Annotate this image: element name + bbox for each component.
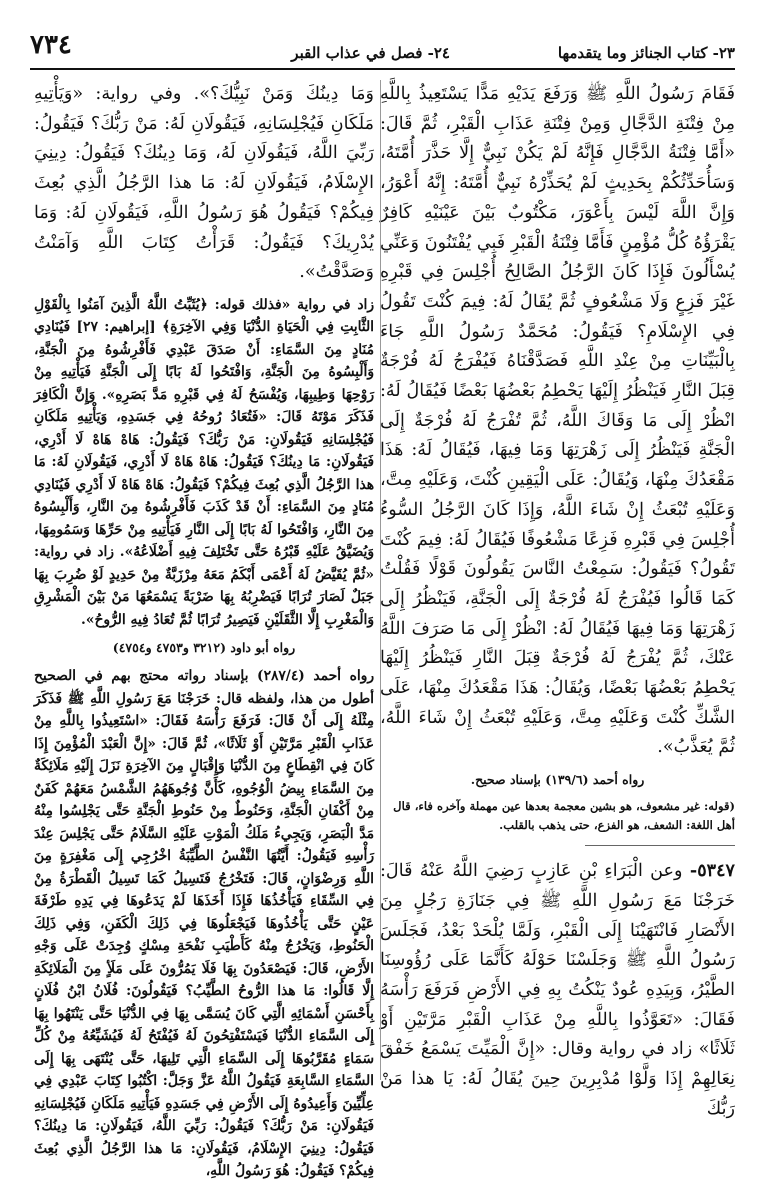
section-divider [585, 845, 735, 846]
book-title: ٢٣- كتاب الجنائز وما يتقدمها [557, 44, 735, 62]
left-column [34, 80, 375, 1180]
narration-long: رواه أحمد (٢٨٧/٤) بإسناد رواته محتج بهم في الصحيح أطول من هذا، ولفظه قال: خَرَجْنَا مَعَ رَسُولِ اللَّهِ ﷺ فَذَكَرَ مِثْلَهُ إِلَى أَنْ قَالَ: فَرَفَعَ رَأْسَهُ فَقَالَ: «اسْتَعِيذُوا بِاللَّهِ مِنْ عَذَابِ الْقَبْرِ مَرَّتَيْنِ أَوْ ثَلَاثًا»، ثُمَّ قَالَ: «إِنَّ الْعَبْدَ الْمُؤْمِنَ إِذَا كَانَ فِي انْقِطَاعٍ مِنَ الدُّنْيَا وَإِقْبَالٍ مِنَ الآخِرَةِ نَزَلَ إِلَيْهِ مَلَائِكَةٌ مِنَ السَّمَاءِ بِيضُ الْوُجُوهِ، كَأَنَّ وُجُوهَهُمُ الشَّمْسُ مَعَهُمْ كَفَنٌ مِنْ أَكْفَانِ الْجَنَّةِ، وَحَنُوطٌ مِنْ حَنُوطِ الْجَنَّةِ حَتَّى يَجْلِسُوا مِنْهُ مَدَّ الْبَصَرِ، وَيَجِيءُ مَلَكُ الْمَوْتِ عَلَيْهِ السَّلَامُ حَتَّى يَجْلِسَ عِنْدَ رَأْسِهِ فَيَقُولُ: أَيَّتُهَا النَّفْسُ الطَّيِّبَةُ اخْرُجِي إِلَى مَغْفِرَةٍ مِنَ اللَّهِ وَرِضْوَانٍ، قَالَ: فَتَخْرُجُ فَتَسِيلُ كَمَا تَسِيلُ الْقَطْرَةُ مِنْ فِي السِّقَاءِ فَيَأْخُذُهَا فَإِذَا أَخَذَهَا لَمْ يَدَعُوهَا فِي يَدِهِ طَرْفَةَ عَيْنٍ حَتَّى يَأْخُذُوهَا فَيَجْعَلُوهَا فِي ذَلِكَ الْكَفَنِ، وَفِي ذَلِكَ الْحَنُوطِ، وَيَخْرُجُ مِنْهُ كَأَطْيَبِ نَفْحَةِ مِسْكٍ وُجِدَتْ عَلَى وَجْهِ الأَرْضِ، قَالَ: فَيَصْعَدُونَ بِهَا فَلَا يَمُرُّونَ عَلَى مَلَأٍ مِنَ الْمَلَائِكَةِ إِلَّا قَالُوا: مَا هذا الرُّوحُ الطَّيِّبُ؟ فَيَقُولُونَ: فُلَانُ ابْنُ فُلَانٍ بِأَحْسَنِ أَسْمَائِهِ الَّتِي كَانَ يُسَمَّى بِهَا فِي الدُّنْيَا حَتَّى يَنْتَهُوا بِهَا إِلَى السَّمَاءِ الدُّنْيَا فَيَسْتَفْتِحُونَ لَهُ فَيُفْتَحُ لَهُ فَيُشَيِّعُهُ مِنْ كُلِّ سَمَاءٍ مُقَرَّبُوهَا إِلَى السَّمَاءِ الَّتِي تَلِيهَا، حَتَّى يُنْتَهَى بِهَا إِلَى السَّمَاءِ السَّابِعَةِ فَيَقُولُ اللَّهُ عَزَّ وَجَلَّ: اكْتُبُوا كِتَابَ عَبْدِي فِي عِلِّيِّينَ وَأَعِيدُوهُ إِلَى الأَرْضِ فِي جَسَدِهِ فَيَأْتِيهِ مَلَكَانِ فَيُجْلِسَانِهِ فَيَقُولَانِ: مَنْ رَبُّكَ؟ فَيَقُولُ: رَبِّيَ اللَّهُ، فَيَقُولَانِ: مَا دِينُكَ؟ فَيَقُولُ: دِينِيَ الإِسْلَامُ، فَيَقُولَانِ: مَا هذا الرَّجُلُ الَّذِي بُعِثَ فِيكُمْ؟ فَيَقُولُ: هُوَ رَسُولُ اللَّهِ، [34, 668, 374, 1180]
right-column [380, 80, 736, 1119]
hadith-body: وعن الْبَرَاءِ بْنِ عَازِبٍ رَضِيَ اللَّهُ عَنْهُ قَالَ: خَرَجْنَا مَعَ رَسُولِ اللَّهِ ﷺ فِي جَنَازَةِ رَجُلٍ مِنَ الأَنْصَارِ فَانْتَهَيْنَا إِلَى الْقَبْرِ، وَلَمَّا يُلْحَدْ بَعْدُ، فَجَلَسَ رَسُولُ اللَّهِ ﷺ وَجَلَسْنَا حَوْلَهُ كَأَنَّمَا عَلَى رُؤُوسِنَا الطَّيْرُ، وَبِيَدِهِ عُودٌ يَنْكُتُ بِهِ فِي الأَرْضِ فَرَفَعَ رَأْسَهُ فَقَالَ: «تَعَوَّذُوا بِاللَّهِ مِنْ عَذَابِ الْقَبْرِ مَرَّتَيْنِ أَوْ ثَلَاثًا» زاد في رواية وقال: «إِنَّ الْمَيِّتَ يَسْمَعُ خَفْقَ نِعَالِهِمْ إِذَا وَلَّوْا مُدْبِرِينَ حِينَ يُقَالُ لَهُ: يَا هذا مَنْ رَبُّكَ [380, 861, 735, 1119]
narration-source: رواه أبو داود (٣٢١٢ و٤٧٥٣ و٤٧٥٤) [112, 640, 296, 656]
hadith-source: رواه أحمد (١٣٩/٦) بإسناد صحيح. [470, 772, 645, 788]
hadith-number: ٥٣٤٧- [689, 860, 736, 882]
page-header [30, 26, 735, 74]
chapter-title: ٢٤- فصل في عذاب القبر [291, 44, 450, 62]
footnote: (قوله: غير مشعوف، هو بشين معجمة بعدها عين مهملة وآخره فاء، قال أهل اللغة: الشعف، هو الفزع، حتى يذهب بالقلب. [393, 799, 735, 833]
narration-notes: زاد في رواية «فذلك قوله: ﴿يُثَبِّتُ اللَّهُ الَّذِينَ آمَنُوا بِالْقَوْلِ الثَّابِتِ فِي الْحَيَاةِ الدُّنْيَا وَفِي الآخِرَةِ﴾ [إبراهيم: ٢٧] فَيُنَادِي مُنَادٍ مِنَ السَّمَاءِ: أَنْ صَدَقَ عَبْدِي فَأَفْرِشُوهُ مِنَ الْجَنَّةِ، وَأَلْبِسُوهُ مِنَ الْجَنَّةِ، وَافْتَحُوا لَهُ بَابًا إِلَى الْجَنَّةِ فَيَأْتِيهِ مِنْ رَوْحِهَا وَطِيبِهَا، وَيُفْسَحُ لَهُ فِي قَبْرِهِ مَدَّ بَصَرِهِ». وَإِنَّ الْكَافِرَ فَذَكَرَ مَوْتَهُ قَالَ: «فَتُعَادُ رُوحُهُ فِي جَسَدِهِ، وَيَأْتِيهِ مَلَكَانِ فَيُجْلِسَانِهِ فَيَقُولَانِ: مَنْ رَبُّكَ؟ فَيَقُولُ: هَاهْ هَاهْ لَا أَدْرِي، فَيَقُولَانِ: مَا دِينُكَ؟ فَيَقُولُ: هَاهْ هَاهْ لَا أَدْرِي، فَيَقُولَانِ لَهُ: مَا هذا الرَّجُلُ الَّذِي بُعِثَ فِيكُمْ؟ فَيَقُولُ: هَاهْ هَاهْ لَا أَدْرِي فَيُنَادِي مُنَادٍ مِنَ السَّمَاءِ: أَنْ قَدْ كَذَبَ فَأَفْرِشُوهُ مِنَ النَّارِ، وَأَلْبِسُوهُ مِنَ النَّارِ، وَافْتَحُوا لَهُ بَابًا إِلَى النَّارِ فَيَأْتِيهِ مِنْ حَرِّهَا وَسَمُومِهَا، وَيُضَيَّقُ عَلَيْهِ قَبْرُهُ حَتَّى تَخْتَلِفَ فِيهِ أَضْلَاعُهُ». زاد في رواية: «ثُمَّ يُقَيَّضُ لَهُ أَعْمَى أَبْكَمُ مَعَهُ مِرْزَبَّةٌ مِنْ حَدِيدٍ لَوْ ضُرِبَ بِهَا جَبَلٌ لَصَارَ تُرَابًا فَيَضْرِبُهُ بِهَا ضَرْبَةً يَسْمَعُهَا مَنْ بَيْنَ الْمَشْرِقِ وَالْمَغْرِبِ إِلَّا الثَّقَلَيْنِ فَيَصِيرُ تُرَابًا ثُمَّ تُعَادُ فِيهِ الرُّوحُ». [34, 296, 375, 628]
hadith-entry [380, 856, 735, 1124]
hadith-text: فَقَامَ رَسُولُ اللَّهِ ﷺ وَرَفَعَ يَدَيْهِ مَدًّا يَسْتَعِيذُ بِاللَّهِ مِنْ فِتْنَةِ الدَّجَّالِ وَمِنْ فِتْنَةِ عَذَابِ الْقَبْرِ، ثُمَّ قَالَ: «أَمَّا فِتْنَةُ الدَّجَّالِ فَإِنَّهُ لَمْ يَكُنْ نَبِيٌّ إِلَّا حَذَّرَ أُمَّتَهُ، وَسَأُحَدِّثُكُمْ بِحَدِيثٍ لَمْ يُحَذِّرْهُ نَبِيٌّ أُمَّتَهُ: إِنَّهُ أَعْوَرُ، وَإِنَّ اللَّهَ لَيْسَ بِأَعْوَرَ، مَكْتُوبٌ بَيْنَ عَيْنَيْهِ كَافِرٌ يَقْرَؤُهُ كُلُّ مُؤْمِنٍ فَأَمَّا فِتْنَةُ الْقَبْرِ فَبِي يُفْتَنُونَ وَعَنِّي يُسْأَلُونَ فَإِذَا كَانَ الرَّجُلُ الصَّالِحُ أُجْلِسَ فِي قَبْرِهِ غَيْرَ فَزِعٍ وَلَا مَشْعُوفٍ ثُمَّ يُقَالُ لَهُ: فِيمَ كُنْتَ تَقُولُ فِي الإِسْلَامِ؟ فَيَقُولُ: مُحَمَّدٌ رَسُولُ اللَّهِ جَاءَ بِالْبَيِّنَاتِ مِنْ عِنْدِ اللَّهِ فَصَدَّقْنَاهُ فَيُفْرَجُ لَهُ فُرْجَةٌ قِبَلَ النَّارِ فَيَنْظُرُ إِلَيْهَا يَحْطِمُ بَعْضُهَا بَعْضًا فَيُقَالُ لَهُ: انْظُرْ إِلَى مَا وَقَاكَ اللَّهُ، ثُمَّ تُفْرَجُ لَهُ فُرْجَةٌ إِلَى الْجَنَّةِ فَيَنْظُرُ إِلَى زَهْرَتِهَا وَمَا فِيهَا، فَيُقَالُ لَهُ: هَذَا مَقْعَدُكَ مِنْهَا، وَيُقَالُ: عَلَى الْيَقِينِ كُنْتَ، وَعَلَيْهِ مِتَّ، وَعَلَيْهِ تُبْعَثُ إِنْ شَاءَ اللَّهُ، وَإِذَا كَانَ الرَّجُلُ السُّوءُ أُجْلِسَ فِي قَبْرِهِ فَزِعًا مَشْعُوفًا فَيُقَالُ لَهُ: فِيمَ كُنْتَ تَقُولُ؟ فَيَقُولُ: سَمِعْتُ النَّاسَ يَقُولُونَ قَوْلًا فَقُلْتُ كَمَا قَالُوا فَيُفْرَجُ لَهُ فُرْجَةٌ إِلَى الْجَنَّةِ، فَيَنْظُرُ إِلَى زَهْرَتِهَا وَمَا فِيهَا فَيُقَالُ لَهُ: انْظُرْ إِلَى مَا صَرَفَ اللَّهُ عَنْكَ، ثُمَّ يُفْرَجُ لَهُ فُرْجَةٌ قِبَلَ النَّارِ فَيَنْظُرُ إِلَيْهَا يَحْطِمُ بَعْضُهَا بَعْضًا، وَيُقَالُ: هَذَا مَقْعَدُكَ مِنْهَا، عَلَى الشَّكِّ كُنْتَ وَعَلَيْهِ مِتَّ، وَعَلَيْهِ تُبْعَثُ إِنْ شَاءَ اللَّهُ، ثُمَّ يُعَذَّبُ». [380, 84, 735, 758]
page-number: ٧٣٤ [30, 30, 72, 60]
hadith-continuation: وَمَا دِينُكَ وَمَنْ نَبِيُّكَ؟». وفي رواية: «وَيَأْتِيهِ مَلَكَانِ فَيُجْلِسَانِهِ، فَيَقُولَانِ لَهُ: مَنْ رَبُّكَ؟ فَيَقُولُ: رَبِّيَ اللَّهُ، فَيَقُولَانِ لَهُ، وَمَا دِينُكَ؟ فَيَقُولُ: دِينِيَ الإِسْلَامُ، فَيَقُولَانِ لَهُ: مَا هذا الرَّجُلُ الَّذِي بُعِثَ فِيكُمْ؟ فَيَقُولُ هُوَ رَسُولُ اللَّهِ، فَيَقُولَانِ لَهُ: وَمَا يُدْرِيكَ؟ فَيَقُولُ: قَرَأْتُ كِتَابَ اللَّهِ وَآمَنْتُ وَصَدَّقْتُ». [34, 84, 374, 283]
header-rule [30, 68, 735, 70]
column-divider [380, 80, 381, 1080]
